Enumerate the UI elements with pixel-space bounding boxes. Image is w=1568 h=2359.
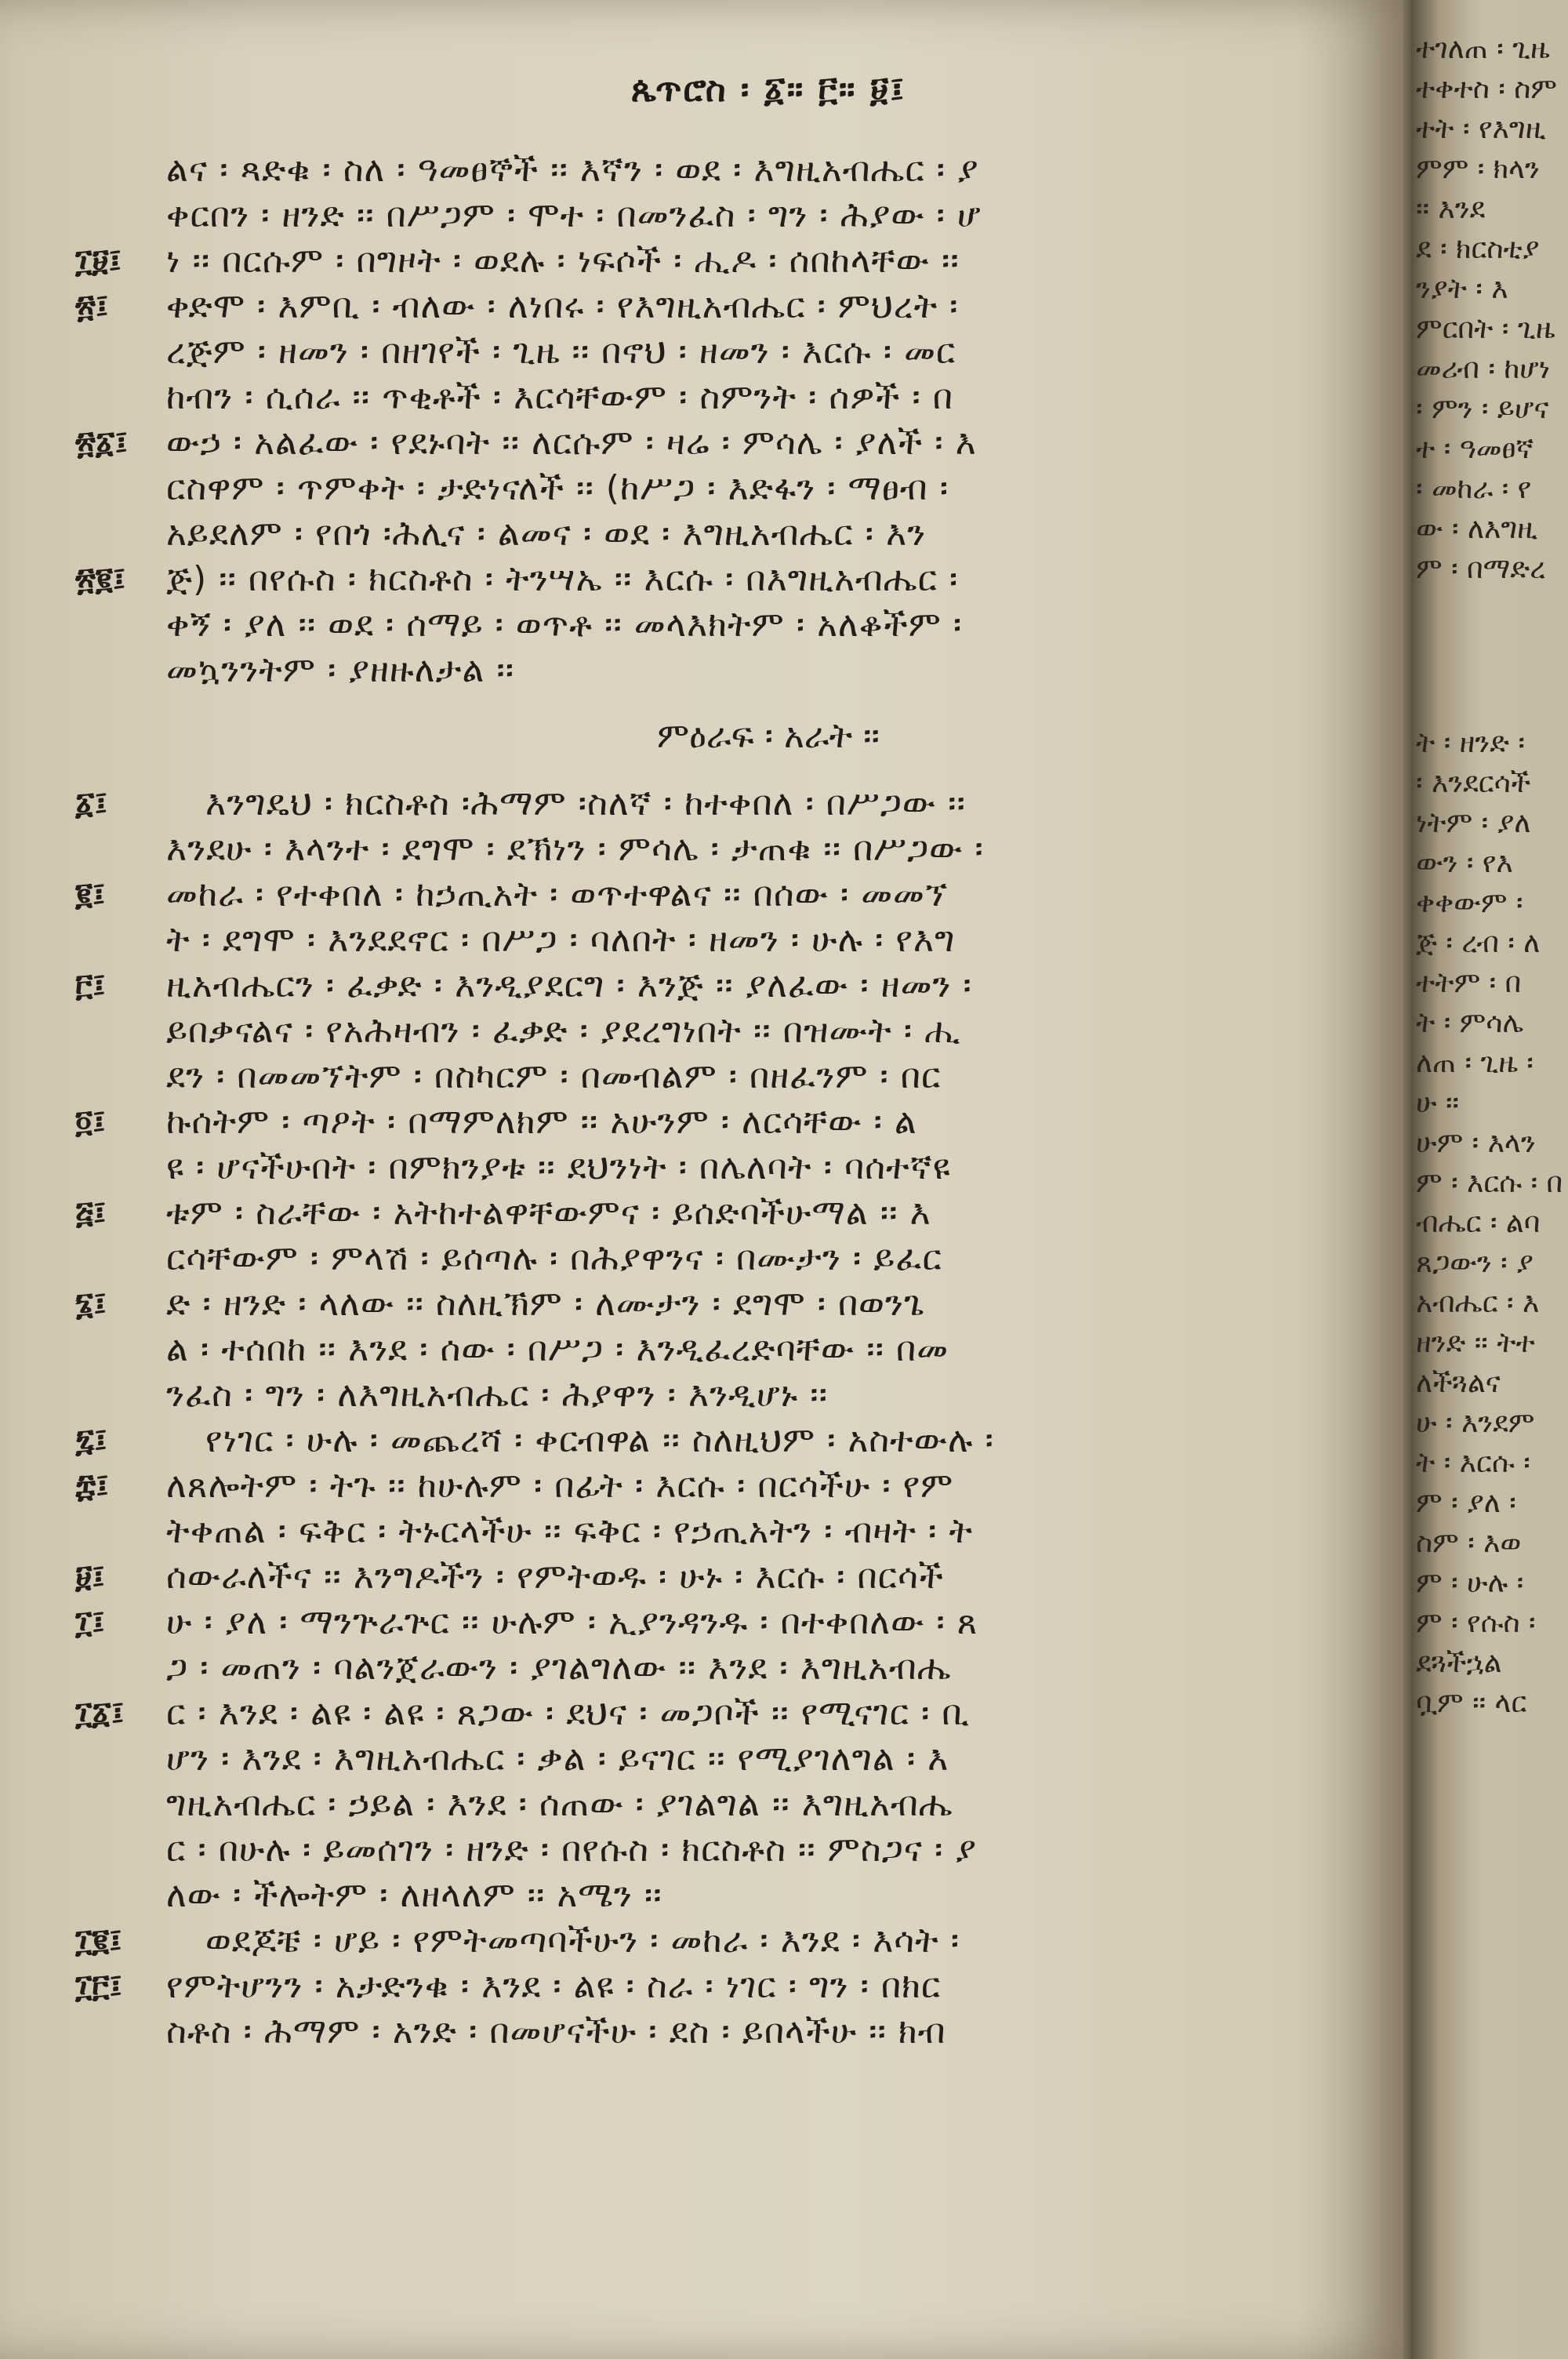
facing-page-line: ም ፡ የሱስ ፡ (1416, 1607, 1536, 1639)
page-header: ጴጥሮስ ፡ ፩። ፫። ፱፤ (630, 70, 906, 110)
verse-line: ድ ፡ ዘንድ ፡ ላለው ፡፡ ስለዚኽም ፡ ለሙታን ፡ ደግሞ ፡ በወንጌ (166, 1284, 926, 1324)
facing-page-line: ዘንድ ፡፡ ትተ (1416, 1327, 1535, 1359)
verse-number: ፲፫፤ (75, 1968, 122, 2005)
facing-page-line: ተገለጠ ፡ ጊዜ (1416, 33, 1550, 65)
verse-line: ወደጆቼ ፡ ሆይ ፡ የምትመጣባችሁን ፡ መከራ ፡ እንደ ፡ እሳት ፡ (205, 1921, 960, 1961)
verse-line: ር ፡ በሁሉ ፡ ይመሰገን ፡ ዘንድ ፡ በየሱስ ፡ ክርስቶስ ፡፡ ምስጋና ፡ ያ (166, 1830, 978, 1870)
verse-number (75, 511, 154, 557)
verse-number: ፮፤ (75, 1285, 107, 1322)
verse-number (75, 1782, 154, 1827)
facing-page-line: ምርበት ፡ ጊዜ (1416, 313, 1555, 345)
facing-page-line: መሪብ ፡ ከሆነ (1416, 353, 1551, 385)
verse-number: ፫፤ (75, 967, 106, 1004)
verse-number: ፲፤ (75, 1604, 105, 1641)
verse-number (75, 147, 154, 193)
verse-line: ቀኝ ፡ ያለ ፡፡ ወደ ፡ ሰማይ ፡ ወጥቶ ፡፡ መላእክትም ፡ አለቆችም ፡ (166, 605, 963, 645)
facing-page-line: ሁ ፡፡ (1416, 1087, 1460, 1119)
verse-line: ነ ፡፡ በርሱም ፡ በግዞት ፡ ወደሉ ፡ ነፍሶች ፡ ሒዶ ፡ ሰበከላቸው ፡፡ (166, 241, 960, 281)
verse-line: ርሳቸውም ፡ ምላሽ ፡ ይሰጣሉ ፡ በሕያዋንና ፡ በሙታን ፡ ይፈር (166, 1238, 942, 1278)
facing-page-line: ተ ፡ ዓመፀኛ (1416, 433, 1534, 465)
verse-number: ፳፩፤ (75, 424, 128, 461)
facing-page-line: ም ፡ እርሱ ፡ በ (1416, 1167, 1563, 1199)
facing-page-line: ሁ ፡ እንደም (1416, 1407, 1535, 1439)
facing-page-line: ም ፡ በማድረ (1416, 553, 1546, 585)
facing-page-line: ፡ ምን ፡ ይሆና (1416, 393, 1549, 425)
verse-number: ፲፪፤ (75, 1922, 122, 1959)
verse-line: ደን ፡ በመመኘትም ፡ በስካርም ፡ በመብልም ፡ በዘፈንም ፡ በር (166, 1056, 942, 1096)
verse-number (75, 193, 154, 238)
verse-line: ቀርበን ፡ ዘንድ ፡፡ በሥጋም ፡ ሞተ ፡ በመንፈስ ፡ ግን ፡ ሕያው ፡ ሆ (166, 195, 982, 235)
verse-number (75, 648, 154, 693)
verse-line: ዩ ፡ ሆናችሁበት ፡ በምክንያቱ ፡፡ ደህንነት ፡ በሌለባት ፡ ባሰተኛዩ (166, 1147, 951, 1187)
verse-number: ፪፤ (75, 876, 106, 913)
facing-page-line: ጸጋውን ፡ ያ (1416, 1247, 1534, 1279)
facing-page-line: ለጠ ፡ ጊዜ ፡ (1416, 1047, 1534, 1079)
verse-line: የምትሆንን ፡ አታድንቁ ፡ እንደ ፡ ልዩ ፡ ስራ ፡ ነገር ፡ ግን ፡ በክር (166, 1966, 942, 2006)
verse-number: ፬፤ (75, 1103, 106, 1140)
facing-page-line: ቧም ፡፡ ላር (1416, 1687, 1527, 1719)
facing-page-line: ት ፡ ዘንድ ፡ (1416, 727, 1525, 759)
verse-number (75, 1236, 154, 1281)
verse-number (75, 1509, 154, 1554)
facing-page-line: ሁም ፡ እላን (1416, 1127, 1536, 1159)
verse-line: ስቶስ ፡ ሕማም ፡ አንድ ፡ በመሆናችሁ ፡ ደስ ፡ ይበላችሁ ፡፡ ክብ (166, 2012, 946, 2052)
verse-line: ቱም ፡ ስራቸው ፡ አትከተልዋቸውምና ፡ ይሰድባችሁማል ፡፡ እ (166, 1193, 931, 1233)
verse-number: ፩፤ (75, 785, 108, 822)
verse-number (75, 329, 154, 375)
verse-line: ኩሰትም ፡ ጣዖት ፡ በማምለክም ፡፡ አሁንም ፡ ለርሳቸው ፡ ል (166, 1102, 917, 1142)
verse-line: ት ፡ ደግሞ ፡ እንደደኖር ፡ በሥጋ ፡ ባለበት ፡ ዘመን ፡ ሁሉ ፡ የእግ (166, 920, 956, 960)
facing-page-line: ነትም ፡ ያለ (1416, 807, 1531, 839)
verse-number: ፲፩፤ (75, 1695, 125, 1732)
verse-number (75, 1145, 154, 1190)
facing-page-line: ደ ፡ ክርስቲያ (1416, 233, 1540, 265)
verse-number (75, 1009, 154, 1054)
verse-number (75, 918, 154, 963)
facing-page-line: ደጓችኋል (1416, 1647, 1502, 1679)
facing-page-line: ጅ ፡ ረብ ፡ ለ (1416, 927, 1541, 959)
verse-number (75, 1054, 154, 1100)
verse-line: ለጸሎትም ፡ ትጉ ፡፡ ከሁሉም ፡ በፊት ፡ እርሱ ፡ በርሳችሁ ፡ የም (166, 1466, 954, 1506)
facing-page-line: ፡ መከራ ፡ የ (1416, 473, 1532, 505)
facing-page-line: ፡፡ እንደ (1416, 193, 1486, 225)
verse-number: ፯፤ (75, 1422, 107, 1459)
verse-number (75, 1327, 154, 1372)
verse-number (75, 827, 154, 872)
facing-page-line: ው ፡ ለእግዚ (1416, 513, 1538, 545)
verse-number: ፭፤ (75, 1194, 107, 1231)
verse-number (75, 1372, 154, 1418)
verse-line: የነገር ፡ ሁሉ ፡ መጨረሻ ፡ ቀርብዋል ፡፡ ስለዚህም ፡ አስተውሉ ፡ (205, 1420, 994, 1460)
verse-line: ርስዋም ፡ ጥምቀት ፡ ታድነናለች ፡፡ (ከሥጋ ፡ እድፋን ፡ ማፀብ ፡ (166, 468, 949, 508)
verse-line: ል ፡ ተሰበከ ፡፡ እንደ ፡ ሰው ፡ በሥጋ ፡ እንዲፈረድባቸው ፡፡ በመ (166, 1329, 949, 1369)
facing-page-line: ፡ እንደርሳች (1416, 767, 1531, 799)
verse-line: ረጅም ፡ ዘመን ፡ በዘገየች ፡ ጊዜ ፡፡ በኖህ ፡ ዘመን ፡ እርሱ ፡ መር (166, 332, 956, 372)
facing-page-line: ም ፡ ያለ ፡ (1416, 1487, 1516, 1519)
verse-line: ይበቃናልና ፡ የአሕዛብን ፡ ፈቃድ ፡ ያደረግነበት ፡፡ በዝሙት ፡ ሒ (166, 1011, 961, 1051)
verse-number: ፳፤ (75, 288, 109, 325)
verse-number (75, 466, 154, 511)
verse-line: መከራ ፡ የተቀበለ ፡ ከኃጢአት ፡ ወጥተዋልና ፡፡ በሰው ፡ መመኘ (166, 874, 949, 914)
facing-page-line: ብሔር ፡ ልባ (1416, 1207, 1541, 1239)
facing-page-line: ም ፡ ሁሉ ፡ (1416, 1567, 1524, 1599)
facing-page-line: አብሔር ፡ እ (1416, 1287, 1540, 1319)
verse-number (75, 2009, 154, 2055)
verse-line: ሁ ፡ ያለ ፡ ማንጕራጕር ፡፡ ሁሉም ፡ ኢያንዳንዱ ፡ በተቀበለው ፡ ጸ (166, 1602, 978, 1642)
verse-line: እንደሁ ፡ እላንተ ፡ ደግሞ ፡ ደኽነን ፡ ምሳሌ ፡ ታጠቁ ፡፡ በሥጋው ፡ (166, 829, 984, 869)
verse-line: ሆን ፡ እንደ ፡ እግዚአብሔር ፡ ቃል ፡ ይናገር ፡፡ የሚያገለግል ፡ እ (166, 1739, 949, 1779)
facing-page-line (1416, 685, 1568, 722)
verse-line: ር ፡ እንደ ፡ ልዩ ፡ ልዩ ፡ ጸጋው ፡ ደህና ፡ መጋቦች ፡፡ የሚናገር ፡ ቢ (166, 1693, 970, 1733)
verse-line: ቀድሞ ፡ እምቢ ፡ ብለው ፡ ለነበሩ ፡ የእግዚአብሔር ፡ ምህረት ፡ (166, 286, 959, 326)
verse-line: ልና ፡ ጻድቁ ፡ ስለ ፡ ዓመፀኞች ፡፡ እኛን ፡ ወደ ፡ እግዚአብሔር ፡ ያ (166, 150, 979, 190)
verse-number: ፰፤ (75, 1467, 109, 1504)
facing-page-line: ውን ፡ የእ (1416, 847, 1513, 879)
facing-page-line: ተትም ፡ በ (1416, 967, 1522, 999)
verse-line: ሰውራለችና ፡፡ እንግዶችን ፡ የምትወዱ ፡ ሁኑ ፡ እርሱ ፡ በርሳች (166, 1557, 944, 1597)
facing-page-line: ለችጓልና (1416, 1367, 1501, 1399)
facing-page-line: ንያት ፡ እ (1416, 273, 1508, 305)
verse-line: ከብን ፡ ሲሰራ ፡፡ ጥቂቶች ፡ እርሳቸውም ፡ ስምንት ፡ ሰዎች ፡ በ (166, 377, 953, 417)
verse-number: ፳፪፤ (75, 561, 126, 598)
verse-line: ጅ) ፡፡ በየሱስ ፡ ክርስቶስ ፡ ትንሣኤ ፡፡ እርሱ ፡ በእግዚአብሔር ፡ (166, 559, 959, 599)
chapter-heading: ምዕራፍ ፡ አራት ፡፡ (657, 716, 880, 756)
facing-page-line: ስም ፡ እወ (1416, 1527, 1522, 1559)
facing-page-line: ተቀተስ ፡ ስም (1416, 73, 1558, 105)
verse-number (75, 1827, 154, 1873)
facing-page-line: ምም ፡ ክላን (1416, 153, 1540, 185)
verse-number (75, 1873, 154, 1918)
verse-line: ጋ ፡ መጠን ፡ ባልንጀራውን ፡ ያገልግለው ፡፡ እንደ ፡ እግዚአብሔ (166, 1648, 952, 1688)
facing-page-line: ቀቀውም ፡ (1416, 887, 1523, 919)
verse-line: ትቀጠል ፡ ፍቅር ፡ ትኑርላችሁ ፡፡ ፍቅር ፡ የኃጢአትን ፡ ብዛት ፡ ት (166, 1511, 974, 1551)
facing-page-edge (1411, 0, 1568, 2359)
verse-number (75, 1645, 154, 1691)
facing-page-line: ተት ፡ የእግዚ (1416, 113, 1546, 145)
verse-line: ንፈስ ፡ ግን ፡ ለእግዚአብሔር ፡ ሕያዋን ፡ እንዲሆኑ ፡፡ (166, 1375, 828, 1415)
facing-page-line: ት ፡ እርሱ ፡ (1416, 1447, 1530, 1479)
verse-line: ለው ፡ ችሎትም ፡ ለዘላለም ፡፡ አሜን ፡፡ (166, 1875, 662, 1915)
verse-number (75, 602, 154, 648)
verse-line: ውኃ ፡ አልፈው ፡ የደኑባት ፡፡ ለርሱም ፡ ዛሬ ፡ ምሳሌ ፡ ያለች ፡ እ (166, 423, 977, 463)
verse-line: መኳንንትም ፡ ያዘዙለታል ፡፡ (166, 650, 515, 690)
verse-line: አይደለም ፡ የበጎ ፡ሕሊና ፡ ልመና ፡ ወደ ፡ እግዚአብሔር ፡ እን (166, 514, 927, 554)
verse-line: ግዚአብሔር ፡ ኃይል ፡ እንደ ፡ ሰጠው ፡ ያገልግል ፡፡ እግዚአብሔ (166, 1784, 953, 1824)
verse-number (75, 375, 154, 420)
verse-number: ፱፤ (75, 1558, 105, 1595)
verse-number: ፲፱፤ (75, 242, 122, 279)
verse-number (75, 1736, 154, 1782)
facing-page-line: ት ፡ ምሳሌ (1416, 1007, 1524, 1039)
verse-line: እንግዴህ ፡ ክርስቶስ ፡ሕማም ፡ስለኛ ፡ ከተቀበለ ፡ በሥጋው ፡፡ (205, 783, 966, 823)
verse-line: ዚአብሔርን ፡ ፈቃድ ፡ እንዲያደርግ ፡ እንጅ ፡፡ ያለፈው ፡ ዘመን ፡ (166, 965, 972, 1005)
